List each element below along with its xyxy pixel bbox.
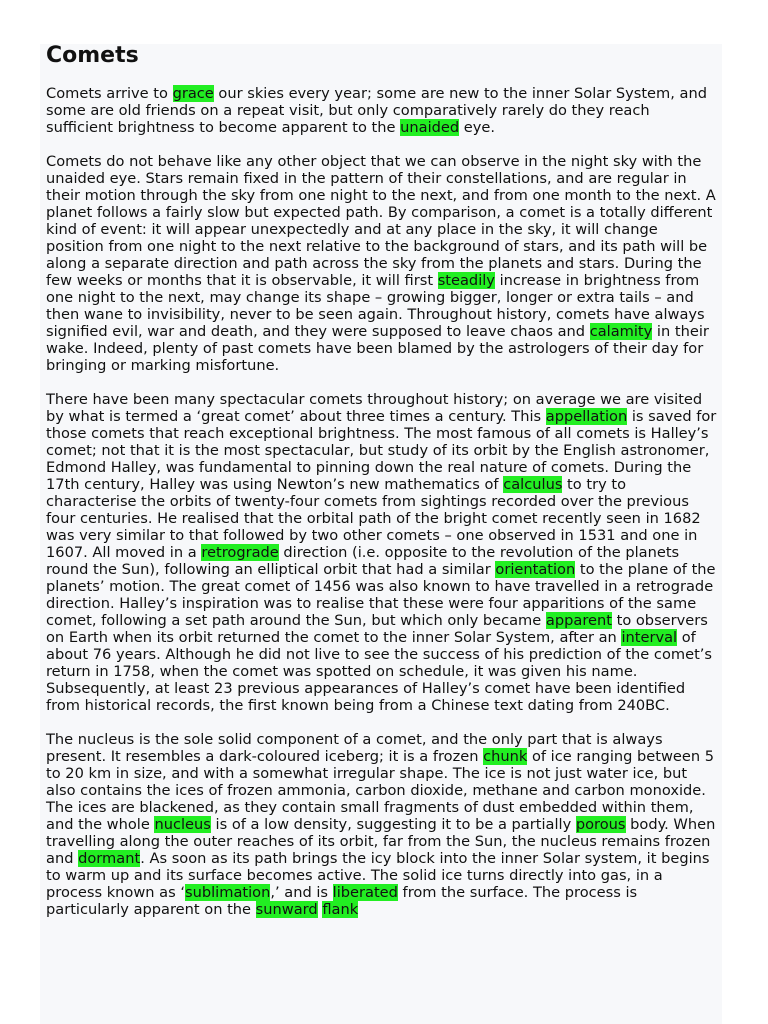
highlighted-word: porous <box>575 816 626 833</box>
highlighted-word: steadily <box>437 272 495 289</box>
highlighted-word: appellation <box>545 408 628 425</box>
highlighted-word: apparent <box>545 612 612 629</box>
paragraph-2 <box>46 153 720 374</box>
highlighted-word: nucleus <box>154 816 211 833</box>
text-run: direction (i.e. opposite to the revolution of the planets round the Sun), following an elliptical orbit that had a similar <box>46 544 680 578</box>
title-block <box>46 44 720 85</box>
highlighted-word: retrograde <box>201 544 279 561</box>
highlighted-word: orientation <box>495 561 576 578</box>
paragraph-3 <box>46 391 720 714</box>
text-run: in their wake. Indeed, plenty of past comets have been blamed by the astrologers of their day for bringing or marking misfortune. <box>46 323 709 374</box>
highlighted-word: interval <box>621 629 678 646</box>
text-run: . As soon as its path brings the icy block into the inner Solar system, it begins to warm up and its surface becomes active. The solid ice turns directly into gas, in a process known as ‘ <box>46 850 710 901</box>
highlighted-word: calamity <box>589 323 653 340</box>
article-body <box>46 85 720 918</box>
highlighted-word: dormant <box>78 850 141 867</box>
text-run: from the surface. The process is particularly apparent on the <box>46 884 638 918</box>
highlighted-word: liberated <box>332 884 398 901</box>
text-run: is saved for those comets that reach exceptional brightness. The most famous of all comets is Halley’s comet; not that it is the most spectacular, but study of its orbit by the English astronomer, Edmond Halley, was fundamental to pinning down the real nature of comets. During the 17th century, Halley was using Newton’s new mathematics of <box>46 408 717 493</box>
text-run: our skies every year; some are new to the inner Solar System, and some are old friends on a repeat visit, but only comparatively rarely do they reach sufficient brightness to become apparent to the <box>46 85 707 136</box>
text-run: Comets do not behave like any other object that we can observe in the night sky with the unaided eye. Stars remain fixed in the pattern of their constellations, and are regular in their motion through the sky from one night to the next, and from one month to the next. A planet follows a fairly slow but expected path. By comparison, a comet is a totally different kind of event: it will appear unexpectedly and at any place in the sky, it will change position from one night to the next relative to the background of stars, and its path will be along a separate direction and path across the sky from the planets and stars. During the few weeks or months that it is observable, it will first <box>46 153 716 289</box>
text-run: Comets arrive to <box>46 85 173 102</box>
page-title: Comets <box>46 44 139 68</box>
text-run: There have been many spectacular comets throughout history; on average we are visited by what is termed a ‘great comet’ about three times a century. This <box>46 391 703 425</box>
highlighted-word: unaided <box>400 119 460 136</box>
text-run: to the plane of the planets’ motion. The great comet of 1456 was also known to have travelled in a retrograde direction. Halley’s inspiration was to realise that these were four apparitions of the same comet, following a set path around the Sun, but which only became <box>46 561 716 629</box>
paragraph-1 <box>46 85 720 136</box>
highlighted-word: chunk <box>483 748 528 765</box>
highlighted-word: grace <box>172 85 214 102</box>
text-run: The nucleus is the sole solid component of a comet, and the only part that is always present. It resembles a dark-coloured iceberg; it is a frozen <box>46 731 663 765</box>
text-run: of about 76 years. Although he did not live to see the success of his prediction of the comet’s return in 1758, when the comet was spotted on schedule, it was given his name. Subsequently, at least 23 previous appearances of Halley’s comet have been identified from historical records, the first known being from a Chinese text dating from 240BC. <box>46 629 713 714</box>
text-run: ,’ and is <box>270 884 333 901</box>
document-content <box>46 44 720 935</box>
text-run: increase in brightness from one night to the next, may change its shape – growing bigger, longer or extra tails – and then wane to invisibility, never to be seen again. Throughout history, comets have always signified evil, war and death, and they were supposed to leave chaos and <box>46 272 705 340</box>
paragraph-4 <box>46 731 720 918</box>
text-run: of ice ranging between 5 to 20 km in size, and with a somewhat irregular shape. The ice is not just water ice, but also contains the ices of frozen ammonia, carbon dioxide, methane and carbon monoxide. The ices are blackened, as they contain small fragments of dust embedded within them, and the whole <box>46 748 715 833</box>
document-page <box>40 44 722 1024</box>
text-run: eye. <box>459 119 496 136</box>
highlighted-word: calculus <box>503 476 563 493</box>
highlighted-word: sublimation <box>185 884 271 901</box>
text-run: to observers on Earth when its orbit returned the comet to the inner Solar System, after an <box>46 612 708 646</box>
text-run: body. When travelling along the outer reaches of its orbit, far from the Sun, the nucleus remains frozen and <box>46 816 716 867</box>
highlighted-word: sunward <box>255 901 318 918</box>
text-run: to try to characterise the orbits of twenty-four comets from sightings recorded over the previous four centuries. He realised that the orbital path of the bright comet recently seen in 1682 was very similar to that followed by two other comets – one observed in 1531 and one in 1607. All moved in a <box>46 476 701 561</box>
text-run: is of a low density, suggesting it to be a partially <box>210 816 576 833</box>
highlighted-word: flank <box>322 901 359 918</box>
